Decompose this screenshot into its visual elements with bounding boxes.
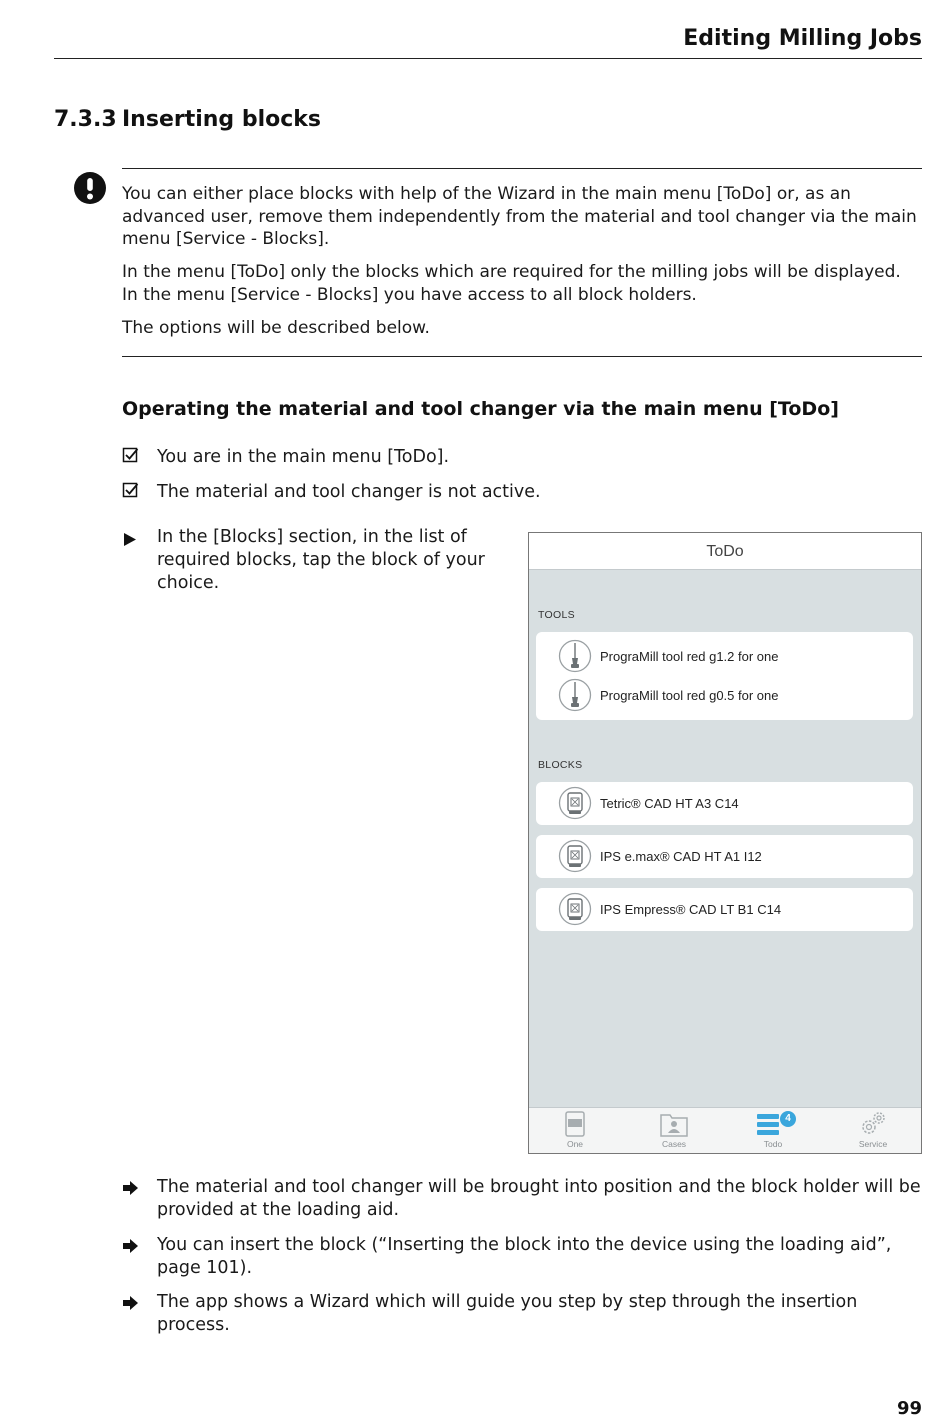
tab-label: Cases <box>661 1139 687 1149</box>
result-arrow-icon <box>122 1179 140 1197</box>
tab-label: Todo <box>763 1139 783 1149</box>
instruction-step: In the [Blocks] section, in the list of required blocks, tap the block of your choice. <box>157 527 485 593</box>
tab-label: Service <box>858 1139 888 1149</box>
tab-label: One <box>566 1139 584 1149</box>
note-paragraph-2: In the menu [ToDo] only the blocks which are required for the milling jobs will be displayed. In the menu [Service - Blocks] you have access to all block holders. <box>122 262 901 305</box>
result-arrow-icon <box>122 1237 140 1255</box>
tool-label: PrograMill tool red g1.2 for one <box>600 648 779 664</box>
checkbox-checked-icon <box>122 482 140 500</box>
result-item: The material and tool changer will be brought into position and the block holder will be provided at the loading aid. <box>157 1177 921 1220</box>
tool-item[interactable] <box>558 678 778 712</box>
section-heading <box>54 107 321 132</box>
block-label: IPS e.max® CAD HT A1 I12 <box>600 848 762 864</box>
tab-cases[interactable] <box>644 1110 704 1149</box>
block-item-card[interactable] <box>536 835 913 878</box>
todo-screenshot <box>528 532 922 1154</box>
prerequisite-item: The material and tool changer is not active. <box>157 482 541 502</box>
result-item: You can insert the block (“Inserting the block into the device using the loading aid”, page 101). <box>157 1235 892 1278</box>
prerequisite-item: You are in the main menu [ToDo]. <box>157 447 450 467</box>
checkbox-checked-icon <box>122 447 140 465</box>
milling-tool-icon <box>558 639 592 673</box>
block-item[interactable] <box>558 786 739 820</box>
block-item-card[interactable] <box>536 888 913 931</box>
running-header-title: Editing Milling Jobs <box>683 26 922 51</box>
todo-count-badge: 4 <box>780 1111 796 1127</box>
block-icon <box>558 786 592 820</box>
header-rule <box>54 58 922 59</box>
tools-section-label: TOOLS <box>538 609 575 621</box>
result-item: The app shows a Wizard which will guide you step by step through the insertion process. <box>157 1292 858 1335</box>
block-item[interactable] <box>558 839 762 873</box>
block-item[interactable] <box>558 892 781 926</box>
device-icon <box>560 1110 590 1138</box>
block-label: IPS Empress® CAD LT B1 C14 <box>600 901 782 917</box>
subsection-heading: Operating the material and tool changer via the main menu [ToDo] <box>122 398 839 420</box>
section-title: Inserting blocks <box>122 107 322 132</box>
action-triangle-icon <box>122 531 140 549</box>
gears-icon <box>858 1110 888 1138</box>
page-number: 99 <box>896 1398 922 1416</box>
note-paragraph-3: The options will be described below. <box>122 318 430 338</box>
tab-service[interactable] <box>843 1110 903 1149</box>
bottom-tab-bar <box>529 1107 921 1153</box>
screen-title: ToDo <box>529 533 921 570</box>
block-item-card[interactable] <box>536 782 913 825</box>
tool-label: PrograMill tool red g0.5 for one <box>600 687 779 703</box>
section-number: 7.3.3 <box>54 107 117 132</box>
block-icon <box>558 892 592 926</box>
tab-todo[interactable] <box>743 1110 803 1149</box>
tools-card <box>536 632 913 720</box>
block-icon <box>558 839 592 873</box>
note-bottom-rule <box>122 356 922 357</box>
result-arrow-icon <box>122 1294 140 1312</box>
note-paragraph-1: You can either place blocks with help of the Wizard in the main menu [ToDo] or, as an advanced user, remove them independently from the material and tool changer via the main menu [Service - Blocks]. <box>122 184 917 249</box>
tab-one[interactable] <box>545 1110 605 1149</box>
exclamation-icon <box>74 172 106 204</box>
blocks-section-label: BLOCKS <box>538 759 583 771</box>
block-label: Tetric® CAD HT A3 C14 <box>600 795 739 811</box>
note-top-rule <box>122 168 922 169</box>
milling-tool-icon <box>558 678 592 712</box>
tool-item[interactable] <box>558 639 778 673</box>
cases-folder-icon <box>659 1110 689 1138</box>
